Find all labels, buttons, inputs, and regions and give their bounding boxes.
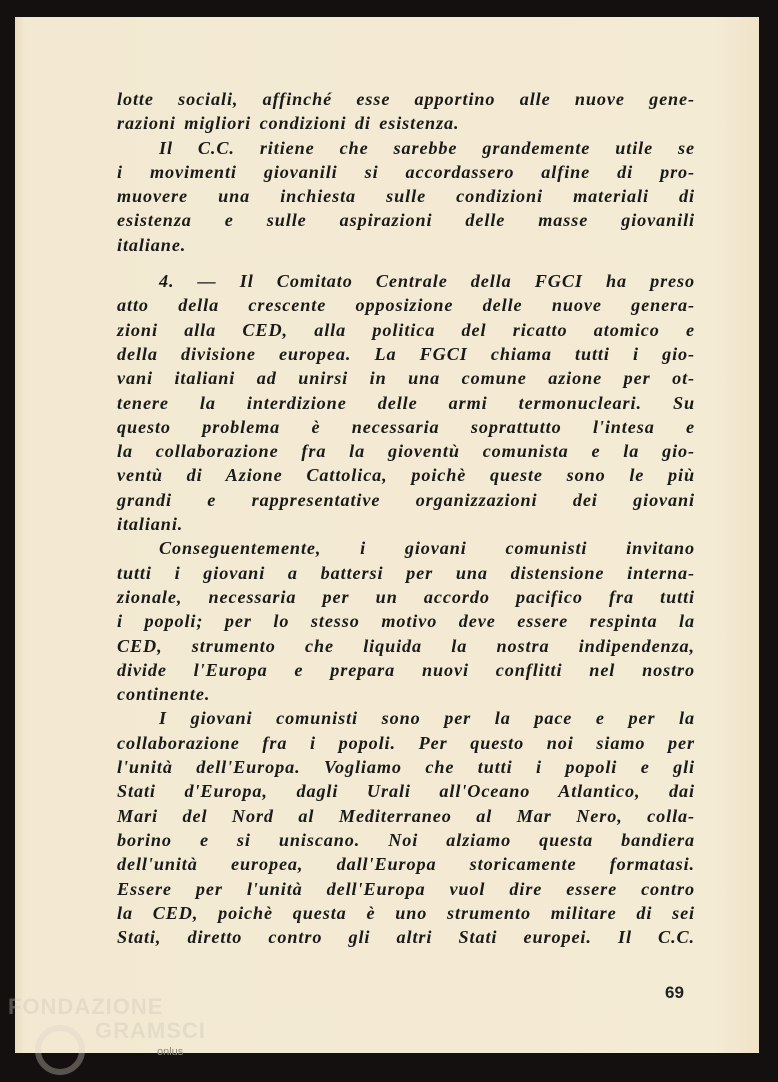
paragraph-2 [117,136,695,257]
text-line: divide l'Europa e prepara nuovi conflitti nel nostro [117,659,695,680]
text-line: continente. [117,684,211,705]
text-line: collaborazione fra i popoli. Per questo noi siamo per [117,732,695,753]
text-line: tutti i giovani a battersi per una distensione interna- [117,562,695,583]
text-line: Stati, diretto contro gli altri Stati europei. Il C.C. [117,927,695,948]
text-line: razioni migliori condizioni di esistenza. [117,113,460,134]
text-line: vani italiani ad unirsi in una comune azione per ot- [117,368,695,389]
text-line: la CED, poichè questa è uno strumento militare di sei [117,902,695,923]
paragraph-5 [117,706,695,949]
paragraph-4 [117,536,695,706]
text-line: Stati d'Europa, dagli Urali all'Oceano Atlantico, dai [117,781,695,802]
text-line: l'unità dell'Europa. Vogliamo che tutti i popoli e gli [117,757,695,778]
watermark-line-1: FONDAZIONE [8,994,164,1019]
text-line: I giovani comunisti sono per la pace e per la [159,708,695,729]
text-line: Il C.C. ritiene che sarebbe grandemente utile se [159,137,695,158]
text-line: CED, strumento che liquida la nostra indipendenza, [117,635,695,656]
watermark-line-2: GRAMSCI [95,1018,206,1043]
text-line: borino e si uniscano. Noi alziamo questa bandiera [117,829,695,850]
text-line: ventù di Azione Cattolica, poichè queste sono le più [117,465,695,486]
watermark-suffix: onlus [157,1046,184,1058]
text-line: Mari del Nord al Mediterraneo al Mar Nero, colla- [117,805,695,826]
page-number: 69 [665,983,684,1002]
paragraph-3 [117,269,695,536]
body-text [117,87,695,949]
watermark-logo [0,992,230,1078]
text-line: italiani. [117,514,184,535]
book-page [15,17,759,1053]
text-line: italiane. [117,234,187,255]
text-line: Conseguentemente, i giovani comunisti invitano [159,538,695,559]
text-line: muovere una inchiesta sulle condizioni materiali di [117,186,695,207]
text-line: atto della crescente opposizione delle nuove genera- [117,295,695,316]
text-line: 4. — Il Comitato Centrale della FGCI ha preso [159,271,695,292]
text-line: tenere la interdizione delle armi termonucleari. Su [117,392,695,413]
text-line: grandi e rappresentative organizzazioni dei giovani [117,489,695,510]
text-line: lotte sociali, affinché esse apportino alle nuove gene- [117,89,695,109]
paragraph-1 [117,87,695,136]
text-line: esistenza e sulle aspirazioni delle masse giovanili [117,210,695,231]
text-line: i popoli; per lo stesso motivo deve essere respinta la [117,611,695,632]
text-line: i movimenti giovanili si accordassero alfine di pro- [117,161,695,182]
text-line: la collaborazione fra la gioventù comunista e la gio- [117,441,695,462]
text-line: Essere per l'unità dell'Europa vuol dire essere contro [117,878,695,899]
text-line: della divisione europea. La FGCI chiama tutti i gio- [117,343,695,364]
text-line: questo problema è necessaria soprattutto l'intesa e [117,416,695,437]
text-line: dell'unità europea, dall'Europa storicamente formatasi. [117,854,695,875]
text-line: zioni alla CED, alla politica del ricatto atomico e [117,319,695,340]
text-line: zionale, necessaria per un accordo pacifico fra tutti [117,586,695,607]
